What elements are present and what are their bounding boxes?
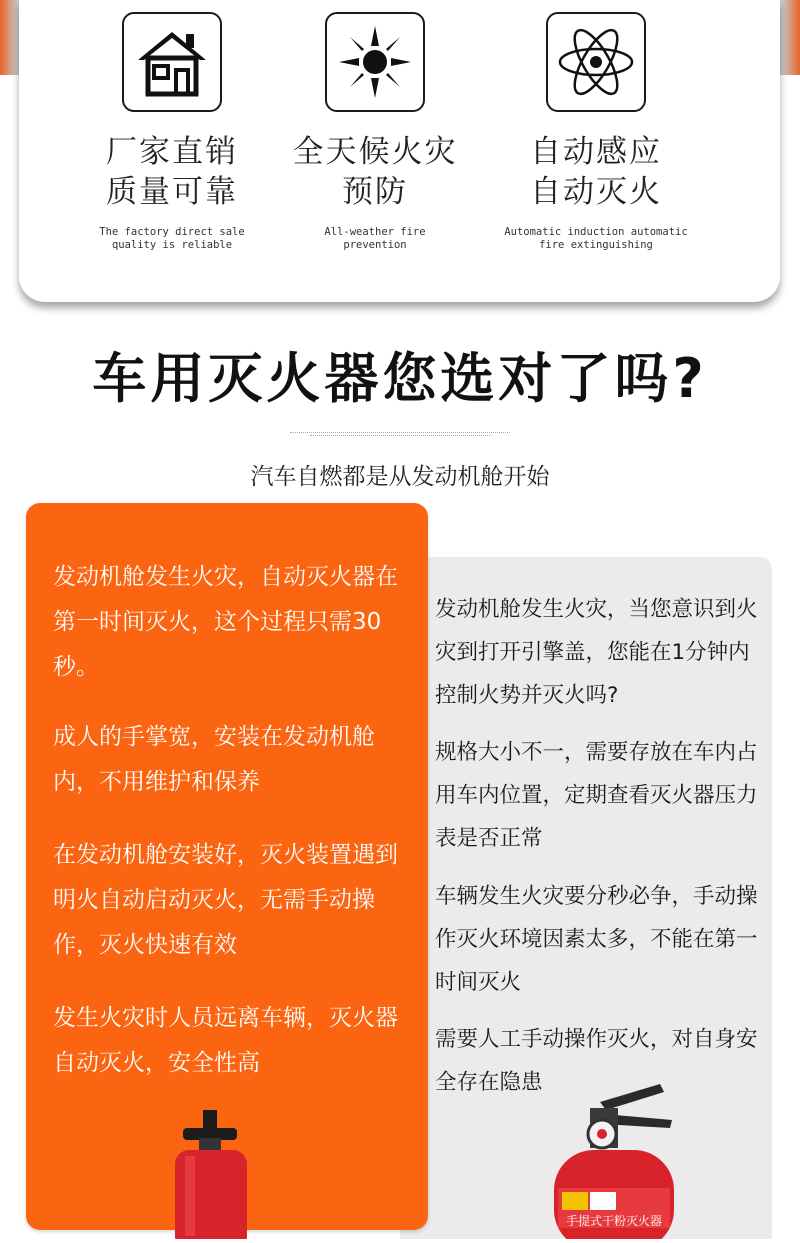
feature-english-line: fire extinguishing	[539, 239, 653, 251]
feature-english-line: Automatic induction automatic	[504, 226, 688, 238]
feature-english-line: The factory direct sale	[99, 226, 245, 238]
house-icon	[130, 20, 214, 104]
traditional-drawback-text: 需要人工手动操作灭火，对自身安全存在隐患	[435, 1027, 758, 1095]
feature-english-line: prevention	[343, 239, 407, 251]
atom-icon	[554, 20, 638, 104]
sun-icon	[333, 20, 417, 104]
decorative-fine-print	[280, 432, 520, 436]
feature-title-line: 全天候火灾	[292, 134, 458, 170]
feature-title-line: 预防	[342, 174, 408, 210]
feature-english-line: All-weather fire	[324, 226, 426, 238]
automatic-benefit-text: 发动机舱发生火灾，自动灭火器在第一时间灭火，这个过程只需30秒。	[53, 564, 398, 680]
traditional-drawback-text: 车辆发生火灾要分秒必争，手动操作灭火环境因素太多，不能在第一时间灭火	[435, 884, 758, 995]
extinguisher-label: 手提式干粉灭火器	[565, 1214, 663, 1228]
sun-icon-box	[325, 12, 425, 112]
feature-english-line: quality is reliable	[111, 239, 233, 251]
feature-title-line: 质量可靠	[106, 174, 238, 210]
atom-icon-box	[546, 12, 646, 112]
page-headline: 车用灭火器您选对了吗?	[92, 347, 708, 410]
automatic-benefit-text: 在发动机舱安装好，灭火装置遇到明火自动启动灭火，无需手动操作，灭火快速有效	[53, 842, 398, 958]
feature-all-weather	[260, 12, 490, 252]
traditional-drawback-text: 规格大小不一，需要存放在车内占用车内位置，定期查看灭火器压力表是否正常	[435, 740, 758, 851]
page-subtitle: 汽车自燃都是从发动机舱开始	[250, 464, 550, 490]
handheld-extinguisher-image	[540, 1080, 700, 1243]
feature-auto-induction	[481, 12, 711, 252]
feature-title-line: 自动灭火	[530, 174, 662, 210]
automatic-extinguisher-image	[165, 1108, 275, 1243]
feature-title-line: 厂家直销	[106, 134, 238, 170]
traditional-drawback-text: 发动机舱发生火灾，当您意识到火灾到打开引擎盖，您能在1分钟内控制火势并灭火吗?	[435, 597, 758, 708]
feature-title-line: 自动感应	[530, 134, 662, 170]
house-icon-box	[122, 12, 222, 112]
automatic-benefit-text: 发生火灾时人员远离车辆，灭火器自动灭火，安全性高	[53, 1005, 398, 1076]
automatic-benefit-text: 成人的手掌宽，安装在发动机舱内，不用维护和保养	[53, 724, 375, 795]
feature-factory-direct	[57, 12, 287, 252]
